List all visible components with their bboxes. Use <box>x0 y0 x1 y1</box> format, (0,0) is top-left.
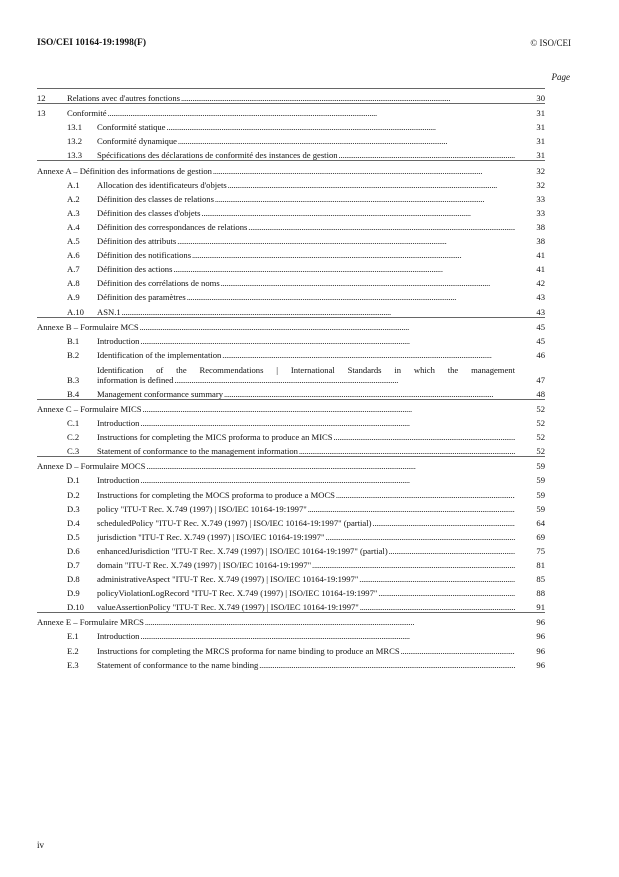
toc-entry-title: Annexe A – Définition des informations de gestion . . . <box>37 166 515 176</box>
toc-entry-number: D.8 <box>67 574 80 585</box>
toc-entry-title: Instructions for completing the MRCS proforma for name binding to produce an MRCS . . . <box>97 646 515 656</box>
toc-entry-title: Conformité dynamique . . . <box>97 136 515 146</box>
toc-entry[interactable] <box>37 246 545 260</box>
toc-entry-page: 43 <box>536 306 545 317</box>
toc-entry-title: Définition des paramètres . . . <box>97 292 515 302</box>
toc-entry[interactable] <box>37 332 545 346</box>
toc-entry[interactable] <box>37 317 545 332</box>
toc-entry-page: 59 <box>536 475 545 486</box>
toc-entry[interactable] <box>37 485 545 499</box>
toc-entry-page: 43 <box>536 292 545 303</box>
page-column-label: Page <box>551 72 570 82</box>
toc-entry[interactable] <box>37 500 545 514</box>
toc-entry-title: scheduledPolicy "ITU-T Rec. X.749 (1997) | ISO/IEC 10164-19:1997" (partial) . . . <box>97 518 515 528</box>
toc-entry-number: D.10 <box>67 602 84 613</box>
toc-entry-number: A.2 <box>67 193 80 204</box>
toc-entry[interactable] <box>37 556 545 570</box>
toc-entry-number: A.9 <box>67 292 80 303</box>
toc-entry-number: A.1 <box>67 179 80 190</box>
toc-entry-title: policyViolationLogRecord "ITU-T Rec. X.749 (1997) | ISO/IEC 10164-19:1997" . . . <box>97 588 515 598</box>
toc-entry-title: ASN.1 . . . <box>97 307 515 317</box>
toc-entry-title-line1: Identification of the Recommendations | International Standards in which the management <box>97 364 515 375</box>
toc-entry-page: 42 <box>536 278 545 289</box>
toc-entry[interactable] <box>37 385 545 399</box>
toc-entry-title: Introduction . . . <box>97 336 515 346</box>
toc-entry[interactable] <box>37 612 545 627</box>
toc-entry-title: Conformité . . . <box>67 108 515 118</box>
toc-entry[interactable] <box>37 218 545 232</box>
toc-entry[interactable] <box>37 176 545 190</box>
toc-entry-title: Spécifications des déclarations de conformité des instances de gestion . . . <box>97 150 515 160</box>
toc-entry[interactable] <box>37 656 545 670</box>
toc-entry-number: A.3 <box>67 207 80 218</box>
toc-entry-page: 59 <box>536 461 545 472</box>
toc-entry-title: Instructions for completing the MOCS proforma to produce a MOCS . . . <box>97 490 515 500</box>
toc-entry[interactable] <box>37 598 545 612</box>
toc-entry[interactable] <box>37 232 545 246</box>
toc-entry-title: valueAssertionPolicy "ITU-T Rec. X.749 (1997) | ISO/IEC 10164-19:1997" . . . <box>97 602 515 612</box>
toc-entry-number: 12 <box>37 93 46 104</box>
toc-entry-number: A.7 <box>67 264 80 275</box>
toc-entry[interactable] <box>37 542 545 556</box>
toc-entry-title: Instructions for completing the MICS proforma to produce an MICS . . . <box>97 432 515 442</box>
toc-entry[interactable] <box>37 103 545 118</box>
toc-entry-title: Statement of conformance to the name binding . . . <box>97 660 515 670</box>
toc-entry-title-line2: information is defined . . . <box>97 375 515 385</box>
toc-entry-title: Statement of conformance to the management information . . . <box>97 446 515 456</box>
toc-entry-page: 64 <box>536 517 545 528</box>
toc-entry-page: 59 <box>536 489 545 500</box>
toc-entry[interactable] <box>37 471 545 485</box>
table-of-contents <box>37 88 545 670</box>
toc-entry-page: 31 <box>536 136 545 147</box>
toc-entry-title: Annexe E – Formulaire MRCS . . . <box>37 617 515 627</box>
toc-entry[interactable] <box>37 260 545 274</box>
toc-entry[interactable] <box>37 274 545 288</box>
toc-entry-page: 33 <box>536 207 545 218</box>
toc-entry-title: policy "ITU-T Rec. X.749 (1997) | ISO/IEC 10164-19:1997" . . . <box>97 504 515 514</box>
toc-entry-page: 31 <box>536 108 545 119</box>
toc-entry-title: administrativeAspect "ITU-T Rec. X.749 (1997) | ISO/IEC 10164-19:1997" . . . <box>97 574 515 584</box>
toc-entry-page: 52 <box>536 403 545 414</box>
toc-entry-page: 30 <box>536 93 545 104</box>
toc-entry[interactable] <box>37 190 545 204</box>
toc-entry[interactable] <box>37 360 545 385</box>
toc-entry-number: A.10 <box>67 306 84 317</box>
toc-entry-number: D.1 <box>67 475 80 486</box>
toc-entry-page: 38 <box>536 221 545 232</box>
toc-entry-title: enhancedJurisdiction "ITU-T Rec. X.749 (1997) | ISO/IEC 10164-19:1997" (partial) . . . <box>97 546 515 556</box>
toc-entry-page: 41 <box>536 250 545 261</box>
toc-entry-title: Annexe C – Formulaire MICS . . . <box>37 404 515 414</box>
toc-entry-title: Définition des attributs . . . <box>97 236 515 246</box>
toc-entry[interactable] <box>37 146 545 160</box>
toc-entry-page: 32 <box>536 165 545 176</box>
toc-entry-number: A.8 <box>67 278 80 289</box>
toc-entry-number: D.7 <box>67 560 80 570</box>
toc-entry-page: 96 <box>536 645 545 656</box>
toc-entry-number: E.3 <box>67 659 79 670</box>
toc-entry-page: 33 <box>536 193 545 204</box>
toc-entry-number: A.6 <box>67 250 80 261</box>
toc-entry-page: 38 <box>536 236 545 247</box>
toc-entry-number: D.6 <box>67 545 80 556</box>
toc-entry-page: 41 <box>536 264 545 275</box>
toc-entry-number: A.4 <box>67 221 80 232</box>
toc-entry-number: 13.3 <box>67 150 83 161</box>
toc-entry-number: A.5 <box>67 236 80 247</box>
toc-entry-title: Annexe B – Formulaire MCS . . . <box>37 322 515 332</box>
toc-entry-title: Définition des classes de relations . . . <box>97 194 515 204</box>
toc-entry-number: D.5 <box>67 531 80 542</box>
toc-entry-number: E.2 <box>67 645 79 656</box>
toc-entry-page: 32 <box>536 179 545 190</box>
toc-entry-number: D.3 <box>67 503 80 514</box>
toc-entry-title: Définition des classes d'objets . . . <box>97 208 515 218</box>
toc-entry-number: C.2 <box>67 432 80 443</box>
toc-entry-title: domain "ITU-T Rec. X.749 (1997) | ISO/IEC 10164-19:1997" . . . <box>97 560 515 570</box>
toc-entry-title: Définition des notifications . . . <box>97 250 515 260</box>
toc-entry-page: 52 <box>536 446 545 457</box>
footer-page-number: iv <box>37 840 45 850</box>
toc-entry[interactable] <box>37 442 545 456</box>
toc-entry-title <box>97 365 515 385</box>
toc-entry-page: 45 <box>536 335 545 346</box>
toc-entry-number: B.1 <box>67 335 80 346</box>
toc-entry-page: 96 <box>536 659 545 670</box>
toc-entry-number: B.4 <box>67 388 80 399</box>
running-header-left: ISO/CEI 10164-19:1998(F) <box>37 38 146 48</box>
running-header-right: © ISO/CEI <box>530 38 571 48</box>
toc-entry[interactable] <box>37 570 545 584</box>
toc-entry-number: B.2 <box>67 349 80 360</box>
toc-entry-page: 31 <box>536 150 545 161</box>
toc-entry-title: Définition des correspondances de relations . . . <box>97 222 515 232</box>
toc-entry[interactable] <box>37 456 545 471</box>
toc-entry-page: 52 <box>536 418 545 429</box>
toc-entry[interactable] <box>37 627 545 641</box>
toc-entry-title: Relations avec d'autres fonctions . . . <box>67 93 515 103</box>
toc-entry-page: 47 <box>536 374 545 385</box>
toc-entry-page: 85 <box>536 574 545 585</box>
toc-entry-number: D.4 <box>67 517 80 528</box>
toc-entry[interactable] <box>37 204 545 218</box>
toc-entry[interactable] <box>37 414 545 428</box>
toc-entry-title: Annexe D – Formulaire MOCS . . . <box>37 461 515 471</box>
toc-entry[interactable] <box>37 118 545 132</box>
toc-entry-page: 69 <box>536 531 545 542</box>
toc-entry-number: B.3 <box>67 374 80 385</box>
toc-entry[interactable] <box>37 132 545 146</box>
toc-entry-title: Définition des actions . . . <box>97 264 515 274</box>
toc-entry-title: jurisdiction "ITU-T Rec. X.749 (1997) | ISO/IEC 10164-19:1997" . . . <box>97 532 515 542</box>
toc-entry-number: C.1 <box>67 418 80 429</box>
toc-entry-page: 75 <box>536 545 545 556</box>
toc-entry-page: 96 <box>536 631 545 642</box>
toc-entry-page: 88 <box>536 588 545 599</box>
toc-entry[interactable] <box>37 302 545 316</box>
toc-entry-number: 13 <box>37 108 46 119</box>
toc-entry-page: 46 <box>536 349 545 360</box>
toc-entry-page: 59 <box>536 503 545 514</box>
toc-entry-title: Conformité statique . . . <box>97 122 515 132</box>
toc-entry-page: 48 <box>536 388 545 399</box>
toc-entry-page: 52 <box>536 432 545 443</box>
toc-entry-number: 13.2 <box>67 136 83 147</box>
toc-entry-title: Définition des corrélations de noms . . . <box>97 278 515 288</box>
toc-entry[interactable] <box>37 160 545 175</box>
toc-entry-title: Management conformance summary . . . <box>97 389 515 399</box>
toc-entry-page: 81 <box>536 560 545 570</box>
toc-entry-number: E.1 <box>67 631 79 642</box>
toc-entry-title: Introduction . . . <box>97 475 515 485</box>
toc-entry-title: Allocation des identificateurs d'objets . . . <box>97 180 515 190</box>
toc-entry-page: 31 <box>536 122 545 133</box>
toc-entry-page: 45 <box>536 321 545 332</box>
toc-entry-number: D.9 <box>67 588 80 599</box>
toc-entry[interactable] <box>37 88 545 103</box>
toc-entry-number: C.3 <box>67 446 80 457</box>
toc-entry-title: Identification of the implementation . . . <box>97 350 515 360</box>
toc-entry-number: D.2 <box>67 489 80 500</box>
toc-entry[interactable] <box>37 288 545 302</box>
toc-entry[interactable] <box>37 528 545 542</box>
toc-entry[interactable] <box>37 346 545 360</box>
toc-entry-title: Introduction . . . <box>97 418 515 428</box>
toc-entry[interactable] <box>37 641 545 655</box>
toc-entry-title: Introduction . . . <box>97 631 515 641</box>
toc-entry-number: 13.1 <box>67 122 83 133</box>
toc-entry[interactable] <box>37 399 545 414</box>
toc-entry-page: 96 <box>536 617 545 628</box>
toc-entry-page: 91 <box>536 602 545 613</box>
toc-entry[interactable] <box>37 514 545 528</box>
toc-entry[interactable] <box>37 584 545 598</box>
toc-entry[interactable] <box>37 428 545 442</box>
